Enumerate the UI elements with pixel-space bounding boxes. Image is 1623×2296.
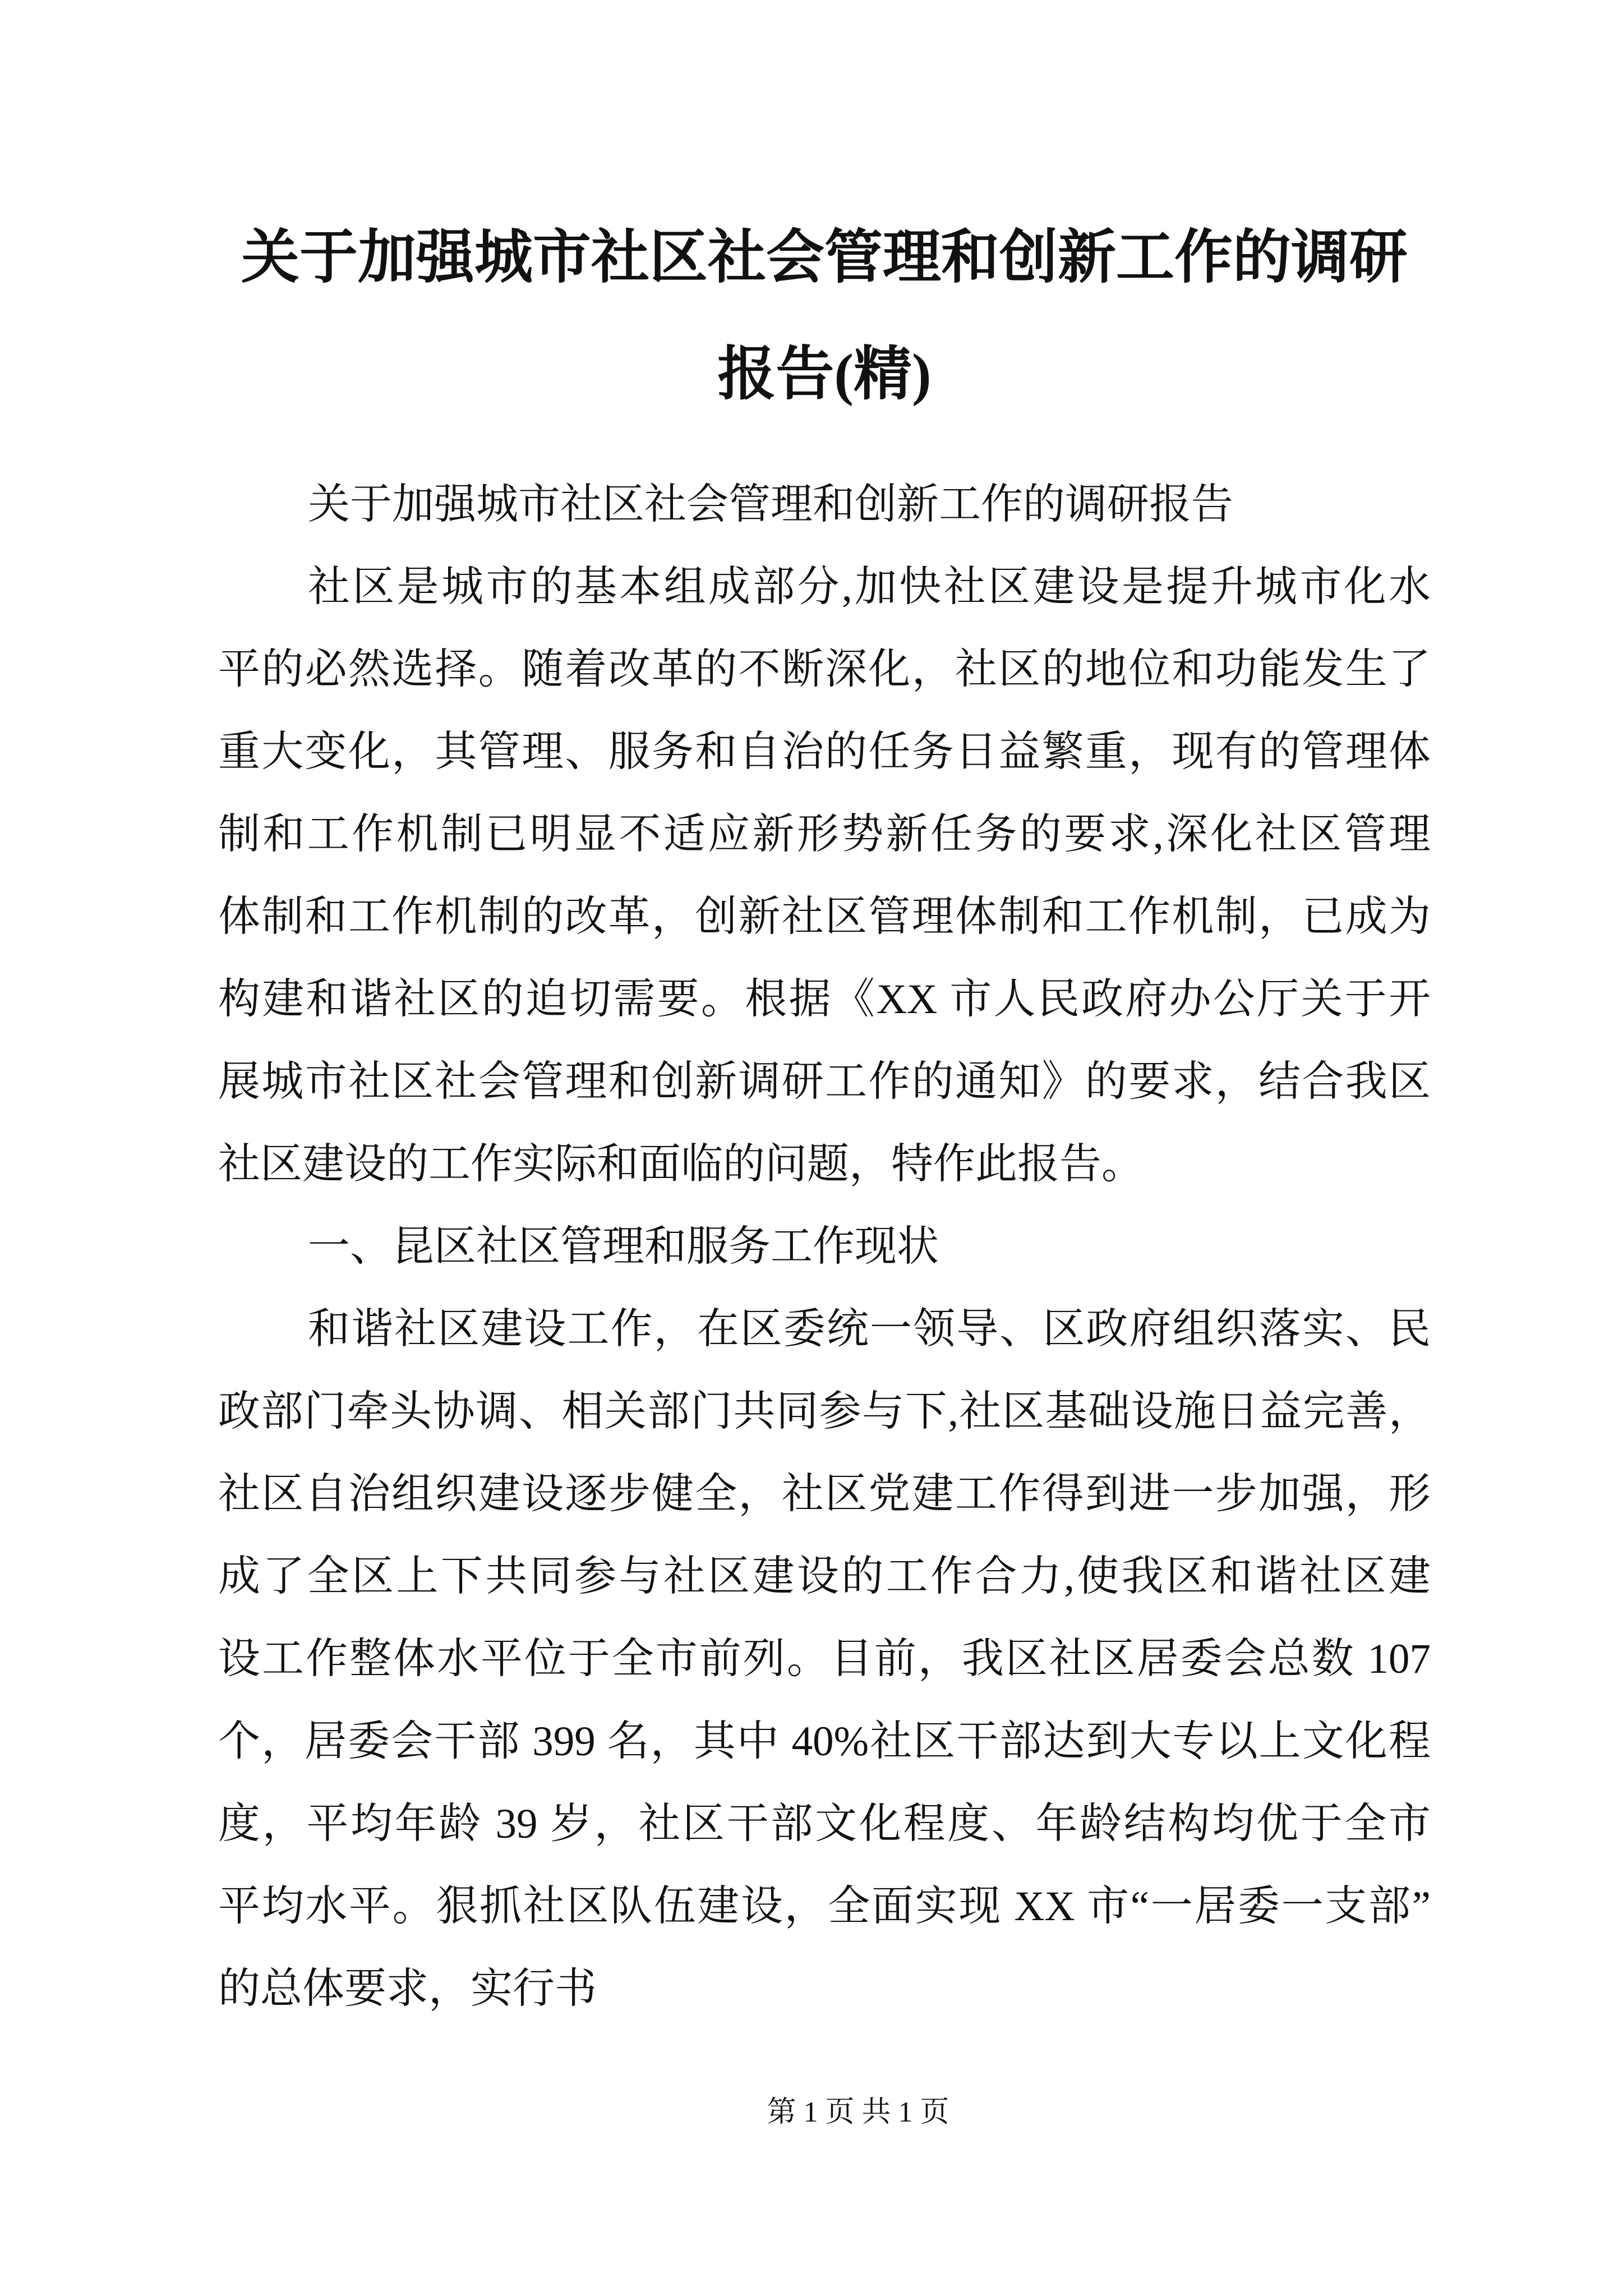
title-line: 报告(精): [717, 342, 932, 407]
paragraph-line: 的总体要求，实行书: [218, 1966, 597, 2012]
document-body: [218, 463, 1431, 2030]
paragraph-line: 和谐社区建设工作，在区委统一领导、区政府组织落实、民: [308, 1306, 1431, 1352]
paragraph-line: 制和工作机制已明显不适应新形势新任务的要求,深化社区管理: [218, 811, 1431, 858]
paragraph-line: 设工作整体水平位于全市前列。目前，我区社区居委会总数 107: [218, 1636, 1431, 1682]
document-title: [218, 200, 1431, 433]
section-paragraph: [218, 1288, 1431, 2030]
report-subtitle-paragraph: [218, 463, 1431, 546]
section-heading: [218, 1205, 1431, 1288]
paragraph-line: 展城市社区社会管理和创新调研工作的通知》的要求，结合我区: [218, 1059, 1431, 1105]
heading-line: 一、昆区社区管理和服务工作现状: [308, 1223, 939, 1270]
paragraph-line: 平均水平。狠抓社区队伍建设，全面实现 XX 市“一居委一支部”: [218, 1883, 1431, 1930]
paragraph-line: 社区自治组织建设逐步健全，社区党建工作得到进一步加强，形: [218, 1471, 1431, 1517]
paragraph-line: 关于加强城市社区社会管理和创新工作的调研报告: [308, 481, 1234, 528]
paragraph-line: 度，平均年龄 39 岁，社区干部文化程度、年龄结构均优于全市: [218, 1801, 1431, 1847]
intro-paragraph: [218, 546, 1431, 1205]
paragraph-line: 成了全区上下共同参与社区建设的工作合力,使我区和谐社区建: [218, 1553, 1431, 1600]
title-line: 关于加强城市社区社会管理和创新工作的调研: [241, 226, 1408, 290]
paragraph-line: 体制和工作机制的改革，创新社区管理体制和工作机制，已成为: [218, 894, 1431, 940]
paragraph-line: 构建和谐社区的迫切需要。根据《XX 市人民政府办公厅关于开: [218, 976, 1431, 1023]
paragraph-line: 政部门牵头协调、相关部门共同参与下,社区基础设施日益完善，: [218, 1388, 1431, 1435]
page-footer: 第 1 页 共 1 页: [767, 2096, 949, 2128]
paragraph-line: 个，居委会干部 399 名，其中 40%社区干部达到大专以上文化程: [218, 1718, 1431, 1765]
paragraph-line: 社区是城市的基本组成部分,加快社区建设是提升城市化水: [308, 564, 1431, 610]
paragraph-line: 社区建设的工作实际和面临的问题，特作此报告。: [218, 1141, 1144, 1188]
paragraph-line: 重大变化，其管理、服务和自治的任务日益繁重，现有的管理体: [218, 729, 1431, 775]
paragraph-line: 平的必然选择。随着改革的不断深化，社区的地位和功能发生了: [218, 646, 1431, 693]
